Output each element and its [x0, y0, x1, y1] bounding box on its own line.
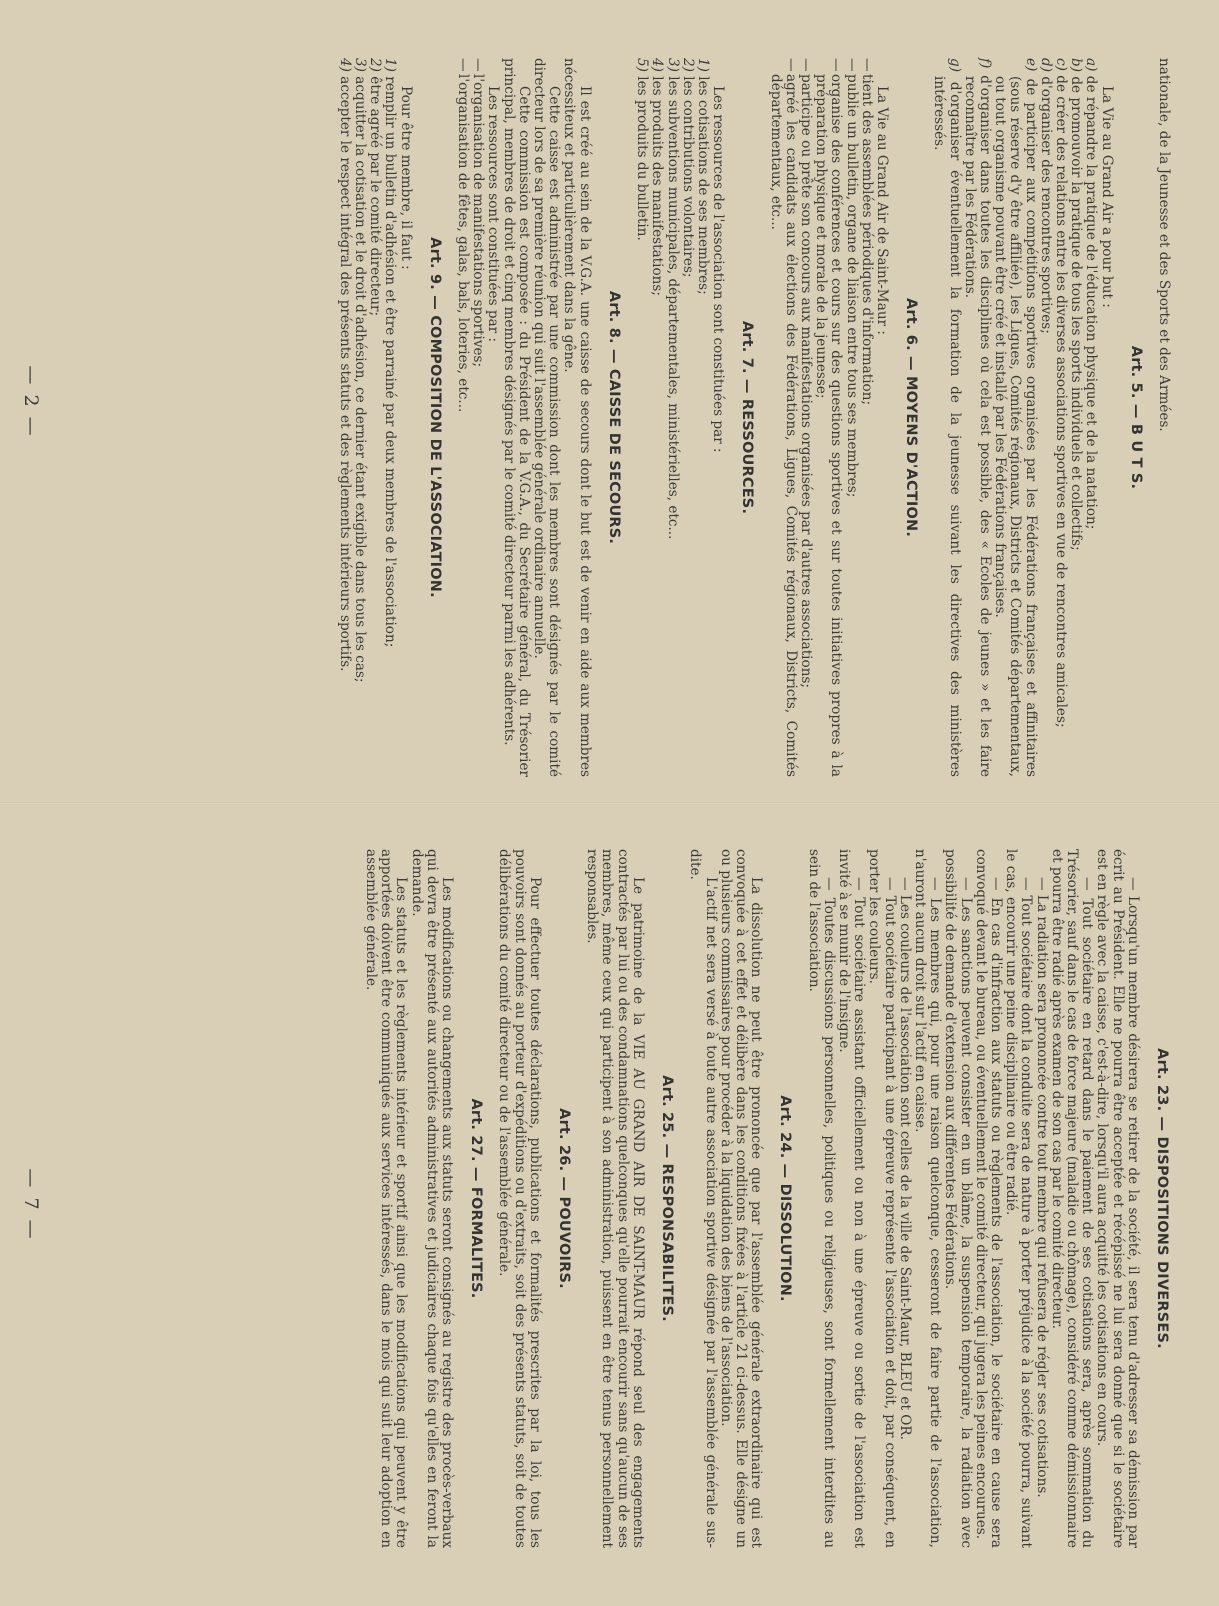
page-7: [0, 803, 1219, 1606]
art8-title: Art. 8. — CAISSE DE SECOURS.: [605, 290, 622, 545]
art5-item: f) d'organiser dans toutes les disciplines où cela est possible, des « Ecoles de jeunes » et les faire reconnaître par les Fédérations.: [961, 58, 993, 777]
art9-item: 1) remplir un bulletin d'adhésion et être parrainé par deux membres de l'association;: [382, 58, 399, 648]
art9-title: Art. 9. — COMPOSITION DE L'ASSOCIATION.: [426, 237, 443, 598]
art9-item: 3) acquitter la cotisation et le droit d'adhésion, ce dernier étant exigible dans tous les cas;: [352, 58, 369, 683]
art23-paragraph: — Les membres qui, pour une raison quelconque, cesseront de faire partie de l'association, n'auront aucun droit sur l'actif en caisse.: [911, 849, 944, 1548]
art7-item: 4) les produits des manifestations;: [649, 58, 666, 296]
art6-item: —participe ou prête son concours aux manifestations organisées par d'autres associations;: [797, 58, 814, 689]
art8-paragraph: Cette caisse est administrée par une commission dont les membres sont désignés par le comité directeur lors de sa première réunion qui suit l'assemblée générale ordinaire annuelle.: [531, 58, 563, 777]
art27-title: Art. 27. — FORMALITES.: [468, 1098, 485, 1299]
art23-paragraph: — Tout sociétaire assistant officiellement ou non à une épreuve ou sortie de l'association est invité à se munir de l'insigne.: [835, 849, 868, 1548]
art8-item: —l'organisation de manifestations sportives;: [470, 58, 487, 368]
art5-list: [931, 58, 1098, 777]
art7-list: [634, 58, 710, 777]
art7-item: 2) les contributions volontaires;: [679, 58, 696, 278]
art23-paragraph: — En cas d'infraction aux statuts ou règlements de l'association, le sociétaire en cause sera convoqué devant le bureau, ou éventuellement le comité directeur, qui jugera les peines encourues.: [972, 849, 1004, 1548]
art6-lead: La Vie au Grand Air de Saint-Maur :: [873, 86, 890, 335]
art5-item: a) de répandre la pratique de l'éducation physique et de la natation;: [1083, 58, 1100, 530]
art25-paragraph: Le patrimoine de la VIE AU GRAND AIR DE SAINT-MAUR répond seul des engagements contractés par lui ou des condamnations quelconques qu'elle pourrait encourir sans qu'aucun de ses membres, même ceux qui participent à son administration, puissent en être tenus personnellement responsables.: [584, 849, 646, 1548]
art5-item: g) d'organiser éventuellement la formation de la jeunesse suivant les directives des ministères intéressés.: [931, 58, 963, 777]
art5-item: e) de participer aux compétitions sportives organisées par les Fédérations françaises et affinitaires (sous réserve d'y être affiliée), les Ligues, Comités régionaux, Districts et Comités départementaux, ou tout organisme pouvant être créé et installé par les Fédérations françaises.: [992, 58, 1039, 778]
art23-title: Art. 23. — DISPOSITIONS DIVERSES.: [1154, 1048, 1170, 1349]
art6-list: [767, 58, 873, 777]
art5-item: b) de promouvoir la pratique de tous les sports individuels et collectifs;: [1068, 58, 1085, 551]
art24-paragraph: La dissolution ne peut être prononcée que par l'assemblée générale extraordinaire qui est convoquée à cet effet et délibère dans les conditions fixées à l'article 21 ci-dessus. Elle désigne un ou plusieurs commissaires pour procéder à la liquidation des biens de l'association.: [717, 849, 765, 1548]
art24-paragraph: L'actif net sera versé à toute autre association sportive désignée par l'assemblée générale sus-dite.: [687, 849, 719, 1548]
art9-list: [337, 58, 398, 777]
art7-title: Art. 7. — RESSOURCES.: [739, 320, 756, 515]
art7-item: 1) les cotisations de ses membres;: [694, 58, 711, 295]
art25-title: Art. 25. — RESPONSABILITES.: [659, 1075, 676, 1322]
art9-item: 4) accepter le respect intégral des présents statuts et des règlements intérieurs sportifs.: [336, 58, 353, 672]
page-number-2: — 2 —: [20, 365, 42, 438]
art23-paragraph: — La radiation sera prononcée contre tout membre qui refusera de régler ses cotisations.: [1033, 877, 1050, 1498]
art5-title: Art. 5. — B U T S.: [1127, 345, 1144, 490]
art23-paragraph: — Les sanctions peuvent consister en un blâme, la suspension temporaire, la radiation avec possibilité de demande d'extension aux différentes Fédérations.: [942, 849, 974, 1548]
art9-lead: Pour être membre, il faut :: [397, 86, 414, 270]
intro-line: nationale, de la Jeunesse et des Sports et des Armées.: [1156, 58, 1172, 432]
art5-item: d) d'organiser des rencontres sportives;: [1037, 58, 1054, 334]
art23-paragraph: — Les couleurs de l'association sont celles de la ville de Saint-Maur, BLEU et OR.: [896, 877, 913, 1440]
art27-paragraph: Les modifications ou changements aux statuts seront consignés au registre des procès-verbaux qui devra être présenté aux autorités administratives et judiciaires chaque fois qu'elles en feront la demande.: [408, 849, 456, 1548]
art5-lead: La Vie au Grand Air a pour but :: [1098, 86, 1115, 308]
page-number-7: — 7 —: [20, 1168, 42, 1241]
art24-title: Art. 24. — DISSOLUTION.: [777, 1095, 794, 1302]
art23-paragraph: — Lorsqu'un membre désirera se retirer de la société, il sera tenu d'adresser sa démission par écrit au Président. Elle ne pourra être acceptée et récépissé ne lui sera donné que si le sociétaire est en règle avec la caisse, c'est-à-dire, lorsqu'il aura acquitté les cotisations en cours.: [1094, 849, 1141, 1548]
art8-list: [455, 58, 485, 777]
art6-item: —tient des assemblées périodiques d'information;: [858, 58, 875, 406]
art27-paragraph: Les statuts et les règlements intérieur et sportif ainsi que les modifications qui peuvent y être apportées doivent être communiqués aux services intéressés, dans le mois qui suit leur adoption en assemblée générale.: [363, 849, 410, 1548]
art8-item: —l'organisation de fêtes, galas, bals, loteries, etc...: [455, 58, 472, 413]
art26-paragraph: Pour effectuer toutes déclarations, publications et formalités prescrites par la loi, tous les pouvoirs sont donnés au porteur d'expéditions ou d'extraits, soit des présents statuts, soit de toutes délibérations du comité directeur ou de l'assemblée générale.: [496, 849, 543, 1548]
art6-item: —agréé les candidats aux élections des Fédérations, Ligues, Comités régionaux, Districts, Comités départementaux, etc...: [767, 58, 799, 777]
art23-paragraph: — Tout sociétaire en retard dans le paiement de ses cotisations sera, après sommation du Trésorier, sauf dans le cas de force majeure (maladie ou chômage), considéré comme démissionnaire et pourra être radié après examen de son cas par le comité directeur.: [1048, 849, 1096, 1548]
art7-item: 3) les subventions municipales, départementales, ministérielles, etc...: [664, 58, 681, 540]
art6-item: —publie un bulletin, organe de liaison entre tous ses membres;: [843, 58, 860, 498]
art23-paragraph: — Toutes discussions personnelles, politiques ou religieuses, sont formellement interdites au sein de l'association.: [805, 849, 837, 1548]
page-2-column: [337, 58, 1171, 777]
art7-lead: Les ressources de l'association sont constituées par :: [710, 86, 727, 453]
art23-paragraph: — Tout sociétaire dont la conduite sera de nature à porter préjudice à la société pourra, suivant le cas, encourir une peine disciplinaire ou être radié.: [1003, 849, 1035, 1548]
art23-paragraph: — Tout sociétaire participant à une épreuve représente l'association et doit, par conséquent, en porter les couleurs.: [866, 849, 898, 1548]
art9-item: 2) être agréé par le comité directeur;: [367, 58, 384, 317]
art6-item: —organise des conférences et cours sur des questions sportives et sur toutes initiatives propres à la préparation physique et morale de la jeunesse;: [813, 58, 845, 777]
art8-paragraph: Il est créé au sein de la V.G.A. une caisse de secours dont le but est de venir en aide aux membres nécessiteux et particulièrement dans la gêne.: [561, 58, 593, 777]
art8-paragraph: Les ressources sont constituées par :: [485, 86, 502, 343]
page-7-column: [363, 849, 1169, 1548]
art5-item: c) de créer des relations entre les diverses associations sportives en vue de rencontres amicales;: [1052, 58, 1069, 728]
art8-paragraph: Cette commission est composée : du Président de la V.G.A., du Secrétaire général, du Trésorier principal, membres de droit et cinq membres désignés par le comité directeur parmi les adhérents.: [500, 58, 532, 777]
art6-title: Art. 6. — MOYENS D'ACTION.: [903, 297, 920, 538]
art26-title: Art. 26. — POUVOIRS.: [556, 1108, 573, 1289]
art7-item: 5) les produits du bulletin.: [634, 58, 651, 241]
